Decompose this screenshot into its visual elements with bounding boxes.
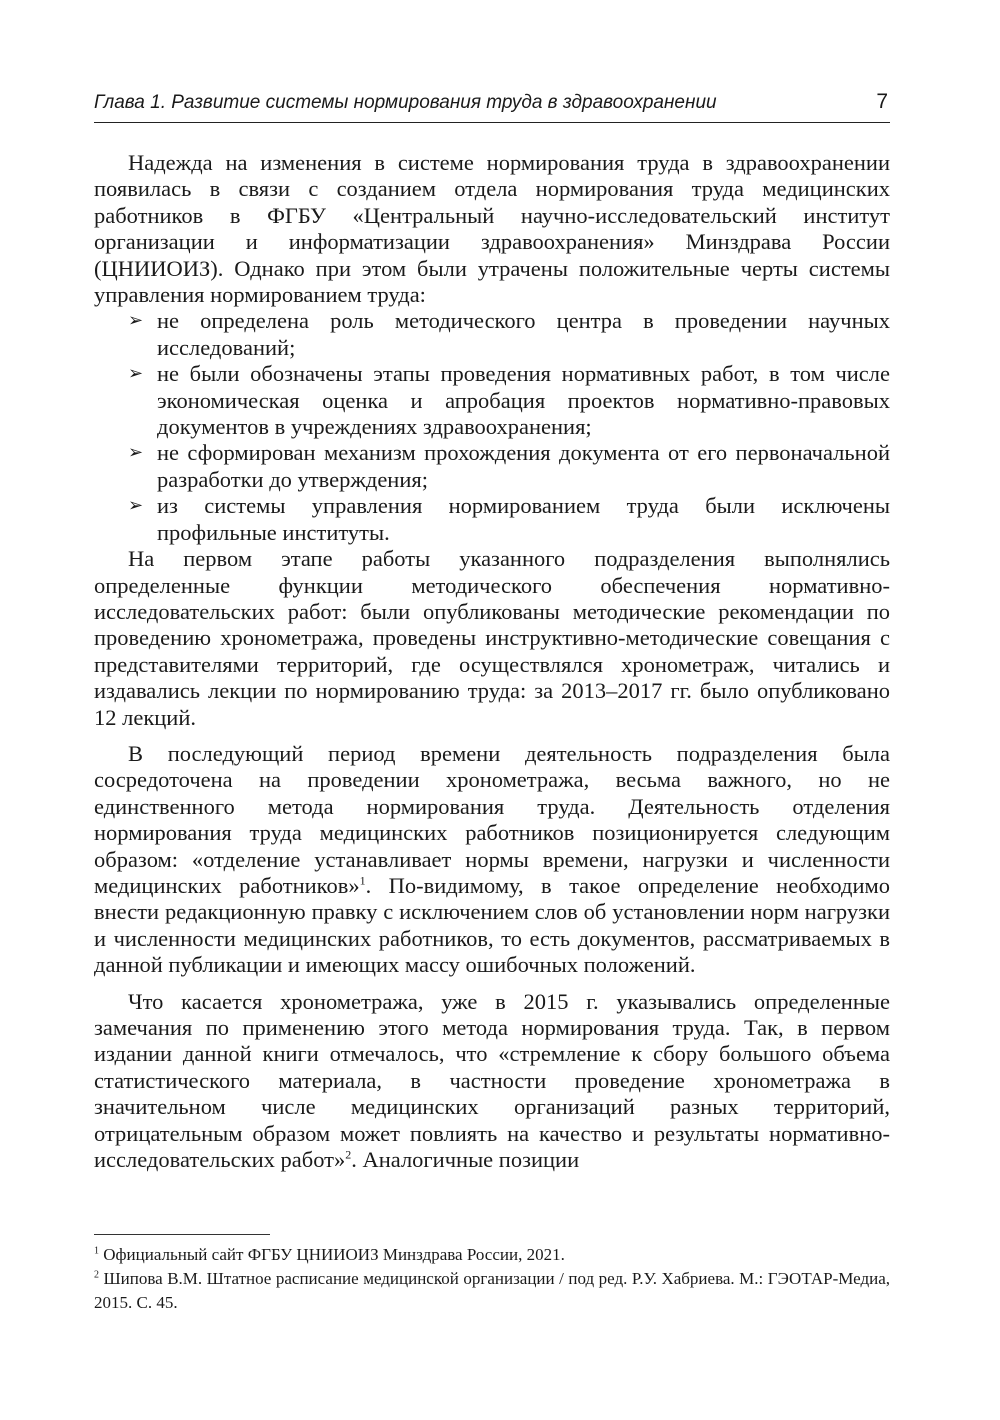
list-item-text: из системы управления нормированием труда были исключены профильные институты. [157,493,890,545]
running-header [94,86,890,123]
footnote [94,1243,890,1267]
paragraph-3-text-a: В последующий период времени деятельность подразделения была сосредоточена на проведении хронометража, весьма важного, но не единственного метода нормирования труда. Деятельность отделения нормирования труда медицинских работников позиционируется следующим образом: «отделение устанавливает нормы времени, нагрузки и численности медицинских работников» [94,740,890,898]
footnote-text: Официальный сайт ФГБУ ЦНИИОИЗ Минздрава России, 2021. [103,1245,565,1264]
paragraph-4-text-a: Что касается хронометража, уже в 2015 г. указывались определенные замечания по применению этого метода нормирования труда. Так, в первом издании данной книги отмечалось, что «стремление к сбору большого объема статистического материала, в частности проведение хронометража в значительном числе медицинских организаций разных территорий, отрицательным образом может повлиять на качество и результаты нормативно-исследовательских работ» [94,988,890,1173]
paragraph-1: Надежда на изменения в системе нормирования труда в здравоохранении появилась в связи с созданием отдела нормирования труда медицинских работников в ФГБУ «Центральный научно-исследовательский институт организации и информатизации здравоохранения» Минздрава России (ЦНИИОИЗ). Однако при этом были утрачены положительные черты системы управления нормированием труда: [94,150,890,308]
list-item-text: не сформирован механизм прохождения документа от его первоначальной разработки до утверждения; [157,440,890,492]
list-item-text: не определена роль методического центра в проведении научных исследований; [157,308,890,360]
footnote-separator [94,1234,270,1235]
list-item [94,493,890,546]
footnote-mark: 1 [94,1245,99,1257]
arrow-bullet-icon: ➢ [128,442,144,464]
footnote-ref-2: 2 [345,1147,352,1162]
main-text [94,150,890,1173]
paragraph-2: На первом этапе работы указанного подразделения выполнялись определенные функции методического обеспечения нормативно-исследовательских работ: были опубликованы методические рекомендации по проведению хронометража, проведены инструктивно-методические совещания с представителями территорий, где осуществлялся хронометраж, читались и издавались лекции по нормированию труда: за 2013–2017 гг. было опубликовано 12 лекций. [94,546,890,730]
bullet-list [94,308,890,546]
list-item [94,440,890,493]
list-item-text: не были обозначены этапы проведения нормативных работ, в том числе экономическая оценка и апробация проектов нормативно-правовых документов в учреждениях здравоохранения; [157,361,890,440]
footnote-mark: 2 [94,1269,99,1281]
paragraph-4 [94,989,890,1174]
paragraph-4-text-b: . Аналогичные позиции [351,1147,580,1173]
chapter-title: Глава 1. Развитие системы нормирования труда в здравоохранении [94,92,717,113]
list-item [94,361,890,440]
arrow-bullet-icon: ➢ [128,363,144,385]
list-item [94,308,890,361]
footnote [94,1267,890,1315]
footnote-text: Шипова В.М. Штатное расписание медицинской организации / под ред. Р.У. Хабриева. М.: ГЭОТАР-Медиа, 2015. С. 45. [94,1269,891,1312]
paragraph-3-text-b: . По-видимому, в такое определение необходимо внести редакционную правку с исключением слов об установлении норм нагрузки и численности медицинских работников, то есть документов, рассматриваемых в данной публикации и имеющих массу ошибочных положений. [94,872,891,978]
page-number: 7 [876,90,888,113]
paragraph-3 [94,741,890,979]
footnotes [94,1243,890,1315]
arrow-bullet-icon: ➢ [128,495,144,517]
arrow-bullet-icon: ➢ [128,310,144,332]
footnote-ref-1: 1 [359,873,366,888]
